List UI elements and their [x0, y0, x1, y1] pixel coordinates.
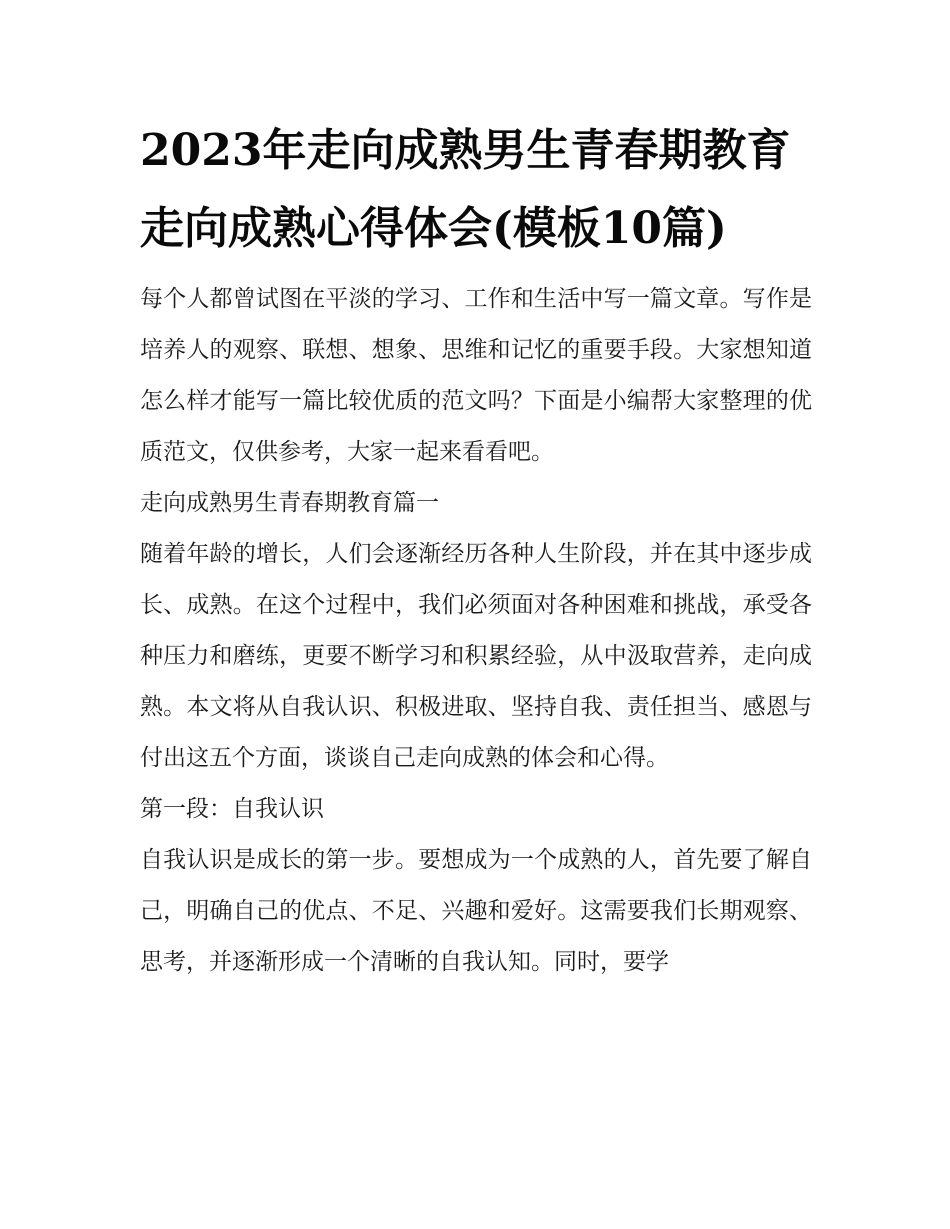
document-body [140, 274, 812, 988]
section-heading-self-awareness: 第一段：自我认识 [140, 796, 324, 822]
part-one-paragraph: 随着年龄的增长，人们会逐渐经历各种人生阶段，并在其中逐步成长、成熟。在这个过程中，我们必须面对各种困难和挑战，承受各种压力和磨练，更要不断学习和积累经验，从中汲取营养，走向成熟。本文将从自我认识、积极进取、坚持自我、责任担当、感恩与付出这五个方面，谈谈自己走向成熟的体会和心得。 [140, 541, 812, 771]
document-content [140, 112, 812, 988]
section-heading-part-one: 走向成熟男生青春期教育篇一 [140, 490, 439, 516]
self-awareness-paragraph: 自我认识是成长的第一步。要想成为一个成熟的人，首先要了解自己，明确自己的优点、不足、兴趣和爱好。这需要我们长期观察、思考，并逐渐形成一个清晰的自我认知。同时，要学 [140, 847, 812, 975]
intro-paragraph: 每个人都曾试图在平淡的学习、工作和生活中写一篇文章。写作是培养人的观察、联想、想象、思维和记忆的重要手段。大家想知道怎么样才能写一篇比较优质的范文吗？下面是小编帮大家整理的优质范文，仅供参考，大家一起来看看吧。 [140, 286, 812, 465]
document-title: 2023年走向成熟男生青春期教育 走向成熟心得体会(模板10篇) [140, 125, 791, 254]
